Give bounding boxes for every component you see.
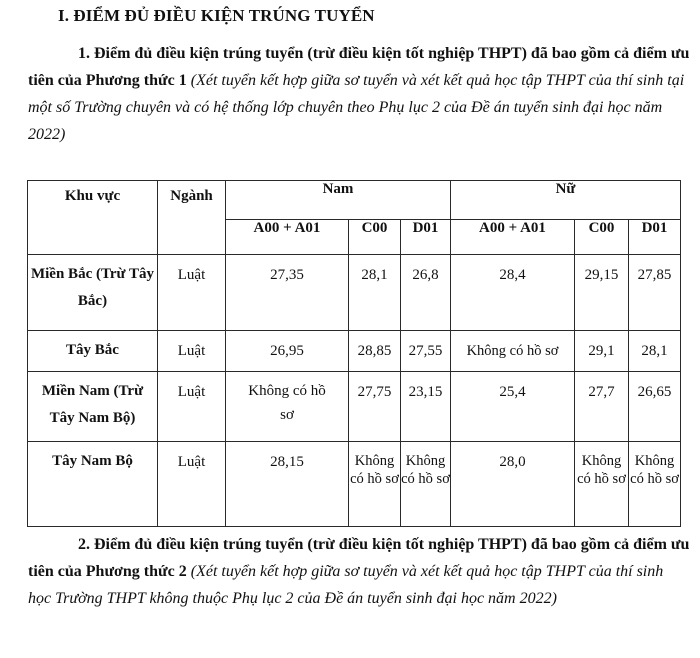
cell-score: 28,0 — [451, 442, 575, 527]
cell-score: 26,65 — [629, 372, 681, 442]
paragraph-method-2-note: (Xét tuyển kết hợp giữa sơ tuyển và xét kết quả học tập THPT của thí sinh học Trường THPT không thuộc Phụ lục 2 của Đề án tuyển sinh đại học năm 2022) — [28, 563, 664, 607]
header-female-group: D01 — [629, 220, 681, 255]
table-row — [28, 372, 681, 442]
cell-score: 26,95 — [226, 331, 349, 372]
cell-score: Không có hồ sơ — [575, 442, 629, 527]
cell-score: 27,75 — [349, 372, 401, 442]
table-header-row — [28, 181, 681, 220]
cell-score: 27,85 — [629, 255, 681, 331]
cell-score: Không có hồ sơ — [401, 442, 451, 527]
table-row — [28, 331, 681, 372]
cell-score: 28,85 — [349, 331, 401, 372]
cell-score: 27,35 — [226, 255, 349, 331]
cell-score: Không có hồ sơ — [629, 442, 681, 527]
cell-region: Tây Bắc — [28, 331, 158, 372]
table-row — [28, 255, 681, 331]
cell-major: Luật — [158, 372, 226, 442]
paragraph-method-2 — [28, 531, 690, 612]
paragraph-method-2-lead: 2. Điểm đủ điều kiện trúng tuyển (trừ điều kiện tốt nghiệp THPT) đã bao gồm cả điểm ưu tiên của Phương thức 2 — [28, 536, 690, 580]
cell-score: Không có hồ sơ — [451, 331, 575, 372]
cell-region: Miền Nam (Trừ Tây Nam Bộ) — [28, 372, 158, 442]
cell-score: 28,1 — [349, 255, 401, 331]
cell-score: 26,8 — [401, 255, 451, 331]
table-row — [28, 442, 681, 527]
paragraph-method-1-lead: 1. Điểm đủ điều kiện trúng tuyển (trừ điều kiện tốt nghiệp THPT) đã bao gồm cả điểm ưu tiên của Phương thức 1 — [28, 45, 690, 89]
cell-score: 29,15 — [575, 255, 629, 331]
cell-score: 23,15 — [401, 372, 451, 442]
cell-major: Luật — [158, 255, 226, 331]
header-female: Nữ — [451, 181, 681, 220]
section-title: I. ĐIỂM ĐỦ ĐIỀU KIỆN TRÚNG TUYỂN — [58, 6, 375, 25]
header-male-group: C00 — [349, 220, 401, 255]
header-female-group: A00 + A01 — [451, 220, 575, 255]
paragraph-method-1-note: (Xét tuyển kết hợp giữa sơ tuyển và xét kết quả học tập THPT của thí sinh tại một số Trường chuyên và có hệ thống lớp chuyên theo Phụ lục 2 của Đề án tuyển sinh đại học năm 2022) — [28, 72, 685, 143]
cell-score: 28,1 — [629, 331, 681, 372]
cell-score: Không có hồ sơ — [226, 372, 349, 442]
cell-major: Luật — [158, 331, 226, 372]
header-major: Ngành — [158, 181, 226, 255]
admission-score-table — [27, 180, 681, 527]
cell-region: Tây Nam Bộ — [28, 442, 158, 527]
cell-major: Luật — [158, 442, 226, 527]
header-region: Khu vực — [28, 181, 158, 255]
cell-score: 25,4 — [451, 372, 575, 442]
header-male: Nam — [226, 181, 451, 220]
cell-region: Miền Bắc (Trừ Tây Bắc) — [28, 255, 158, 331]
header-female-group: C00 — [575, 220, 629, 255]
header-male-group: D01 — [401, 220, 451, 255]
cell-score: Không có hồ sơ — [349, 442, 401, 527]
cell-score: 29,1 — [575, 331, 629, 372]
cell-score: 28,15 — [226, 442, 349, 527]
header-male-group: A00 + A01 — [226, 220, 349, 255]
cell-score: 27,7 — [575, 372, 629, 442]
cell-score: 27,55 — [401, 331, 451, 372]
paragraph-method-1 — [28, 40, 690, 148]
cell-score: 28,4 — [451, 255, 575, 331]
